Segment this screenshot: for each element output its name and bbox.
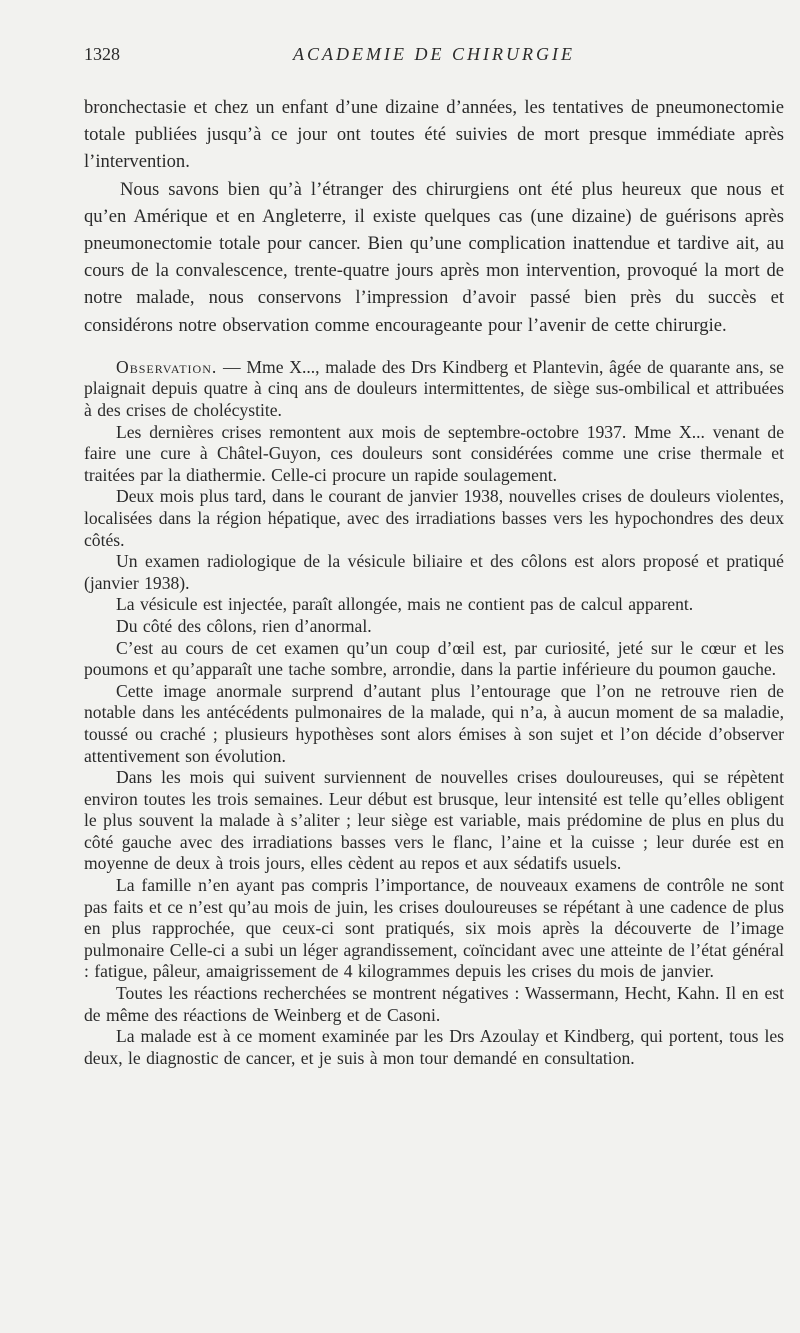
observation-section	[84, 357, 784, 1070]
observation-paragraph: Du côté des côlons, rien d’anormal.	[116, 615, 372, 636]
observation-paragraph: C’est au cours de cet examen qu’un coup d’œil est, par curiosité, jeté sur le cœur et les poumons et qu’apparaît une tache sombre, arrondie, dans la partie inférieure du poumon gauche.	[84, 637, 784, 680]
intro-paragraph: Nous savons bien qu’à l’étranger des chirurgiens ont été plus heureux que nous et qu’en Amérique et en Angleterre, il existe quelques cas (une dizaine) de guérisons après pneumonectomie totale pour cancer. Bien qu’une complication inattendue et tardive ait, au cours de la convalescence, trente-quatre jours après mon intervention, provoqué la mort de notre malade, nous conservons l’impression d’avoir passé bien près du succès et considérons notre observation comme encourageante pour l’avenir de cette chirurgie.	[84, 178, 784, 336]
observation-paragraph: Un examen radiologique de la vésicule biliaire et des côlons est alors proposé et pratiqué (janvier 1938).	[84, 551, 784, 593]
intro-paragraph: bronchectasie et chez un enfant d’une dizaine d’années, les tentatives de pneumonectomie totale publiées jusqu’à ce jour ont toutes été suivies de mort presque immédiate après l’intervention.	[84, 97, 784, 173]
observation-paragraph: Dans les mois qui suivent surviennent de nouvelles crises douloureuses, qui se répètent environ toutes les trois semaines. Leur début est brusque, leur intensité est telle qu’elles obligent le plus souvent la malade à s’aliter ; leur siège est variable, mais prédomine de plus en plus du côté gauche avec des irradiations basses vers le flanc, l’aine et la cuisse ; leur durée est en moyenne de deux à trois jours, elles cèdent au repos et aux sédatifs usuels.	[84, 767, 784, 874]
observation-paragraph: Deux mois plus tard, dans le courant de janvier 1938, nouvelles crises de douleurs violentes, localisées dans la région hépatique, avec des irradiations basses vers les hypochondres des deux côtés.	[84, 486, 784, 550]
running-head: ACADEMIE DE CHIRURGIE	[293, 44, 575, 64]
intro-section	[84, 94, 784, 339]
observation-paragraph: Cette image anormale surprend d’autant plus l’entourage que l’on ne retrouve rien de notable dans les antécédents pulmonaires de la malade, qui n’a, à aucun moment de sa maladie, toussé ou craché ; plusieurs hypothèses sont alors émises à son sujet et l’on décide d’observer attentivement son évolution.	[84, 680, 784, 766]
observation-first-text: — Mme X..., malade des Drs Kindberg et Plantevin, âgée de quarante ans, se plaignait depuis quatre à cinq ans de douleurs intermittentes, de siège sus-ombilical et attribuées à des crises de cholécystite.	[84, 356, 784, 421]
observation-paragraph: La famille n’en ayant pas compris l’importance, de nouveaux examens de contrôle ne sont pas faits et ce n’est qu’au mois de juin, les crises douloureuses se répétant à une cadence de plus en plus rapprochée, que ceux-ci sont pratiqués, six mois après la découverte de l’image pulmonaire Celle-ci a subi un léger agrandissement, coïncidant avec une atteinte de l’état général : fatigue, pâleur, amaigrissement de 4 kilogrammes depuis les crises du mois de janvier.	[84, 875, 784, 982]
observation-paragraph: Toutes les réactions recherchées se montrent négatives : Wassermann, Hecht, Kahn. Il en est de même des réactions de Weinberg et de Casoni.	[84, 983, 784, 1025]
observation-paragraph	[84, 357, 784, 422]
observation-label: Observation.	[116, 356, 218, 377]
observation-paragraph: La vésicule est injectée, paraît allongée, mais ne contient pas de calcul apparent.	[116, 594, 694, 615]
body-text	[84, 94, 784, 1069]
page-number: 1328	[84, 44, 120, 64]
observation-paragraph: Les dernières crises remontent aux mois de septembre-octobre 1937. Mme X... venant de faire une cure à Châtel-Guyon, ces douleurs sont considérées comme une crise thermale et traitées par la diathermie. Celle-ci procure un rapide soulagement.	[84, 421, 784, 485]
page-header	[84, 44, 784, 74]
observation-paragraph: La malade est à ce moment examinée par les Drs Azoulay et Kindberg, qui portent, tous les deux, le diagnostic de cancer, et je suis à mon tour demandé en consultation.	[84, 1026, 784, 1068]
